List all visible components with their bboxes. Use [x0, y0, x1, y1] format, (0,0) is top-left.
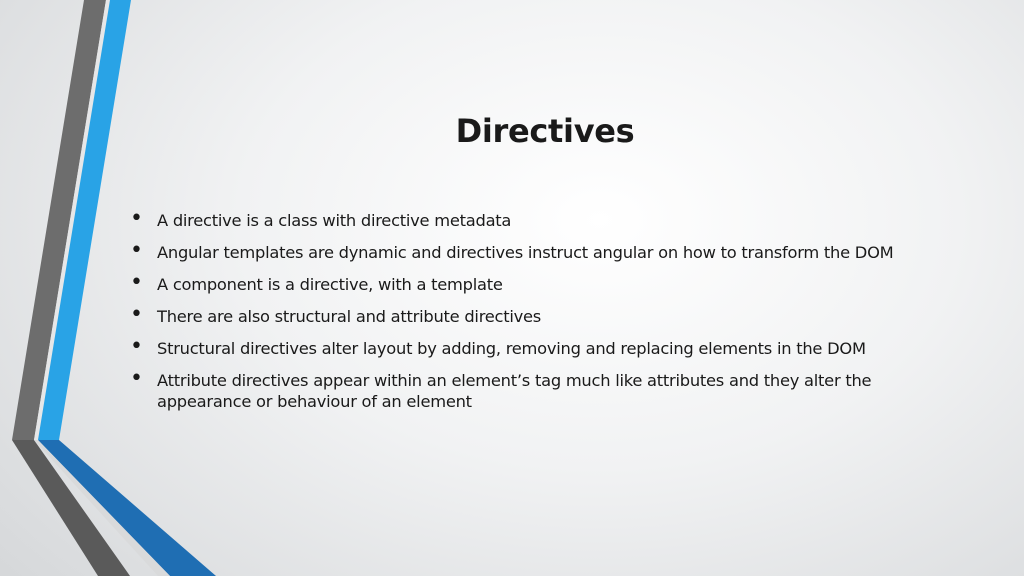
bullet-text: A directive is a class with directive metadata — [157, 211, 512, 230]
bullet-item — [130, 238, 960, 263]
bullet-text: Structural directives alter layout by adding, removing and replacing elements in the DOM — [157, 339, 866, 358]
bullet-dot: • — [130, 366, 143, 391]
bullet-text: There are also structural and attribute directives — [157, 307, 542, 326]
bullet-text: Angular templates are dynamic and directives instruct angular on how to transform the DOM — [157, 243, 894, 262]
bullet-dot: • — [130, 302, 143, 327]
bullet-item — [130, 334, 960, 359]
bullet-item — [130, 206, 960, 231]
bullet-item — [130, 366, 960, 412]
bullet-dot: • — [130, 334, 143, 359]
bullet-item — [130, 270, 960, 295]
bullet-dot: • — [130, 206, 143, 231]
slide-title: Directives — [455, 112, 635, 150]
bullet-item — [130, 302, 960, 327]
bullet-dot: • — [130, 238, 143, 263]
bullet-text: A component is a directive, with a template — [157, 275, 503, 294]
bullet-list — [130, 206, 960, 423]
bullet-text: Attribute directives appear within an element’s tag much like attributes and they alter the appearance or behaviour of an element — [157, 371, 872, 411]
light-separator-stripe — [34, 0, 110, 440]
bullet-dot: • — [130, 270, 143, 295]
